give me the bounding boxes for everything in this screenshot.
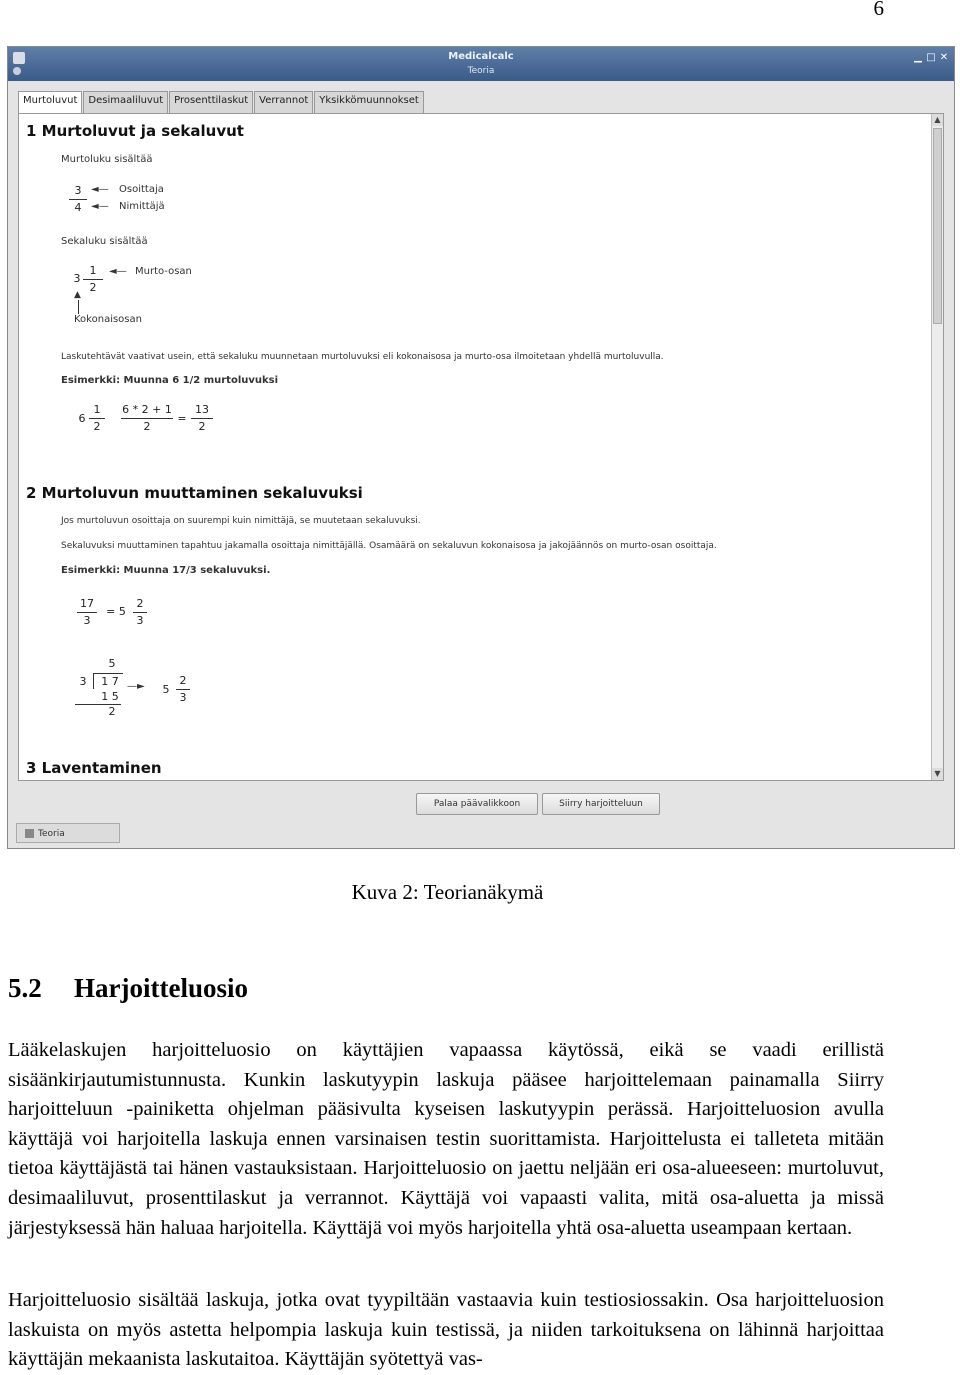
division-bracket-side [93, 673, 94, 689]
arrow-left-icon: ◄— [91, 184, 109, 195]
res-numerator: 2 [179, 674, 187, 687]
arrow-left-icon: ◄— [109, 266, 127, 277]
ex-equals: = 5 [106, 605, 126, 618]
button-bar [18, 787, 944, 823]
label-nimittaja: Nimittäjä [119, 201, 165, 212]
frac-numerator: 3 [74, 184, 82, 197]
fraction-line [83, 279, 103, 280]
fraction-line [176, 689, 190, 690]
taskbar-label: Teoria [38, 829, 65, 839]
res-whole: 5 [162, 683, 170, 696]
tab-yksikkomuunnokset[interactable]: Yksikkömuunnokset [314, 91, 424, 113]
arrow-up-line [78, 300, 79, 314]
arrow-left-icon: ◄— [91, 201, 109, 212]
frac-denominator: 4 [74, 201, 82, 214]
mixed-numerator: 1 [89, 264, 97, 277]
section-heading [8, 973, 248, 1004]
section-number: 5.2 [8, 973, 42, 1003]
section3-title: 3 Laventaminen [26, 759, 162, 777]
taskbar-item[interactable] [16, 823, 120, 843]
app-screenshot [7, 46, 955, 849]
div-subtract: 1 5 [101, 690, 119, 703]
close-icon[interactable]: ✕ [939, 52, 949, 63]
section1-note: Laskutehtävät vaativat usein, että sekaluku muunnetaan murtoluvuksi eli kokonaisosa ja murto-osa ilmoitetaan yhdellä murtoluvulla. [61, 352, 664, 362]
maximize-icon[interactable]: □ [926, 52, 936, 63]
section1-sub1: Murtoluku sisältää [61, 154, 153, 165]
calc-n1: 1 [93, 403, 101, 416]
section1-title: 1 Murtoluvut ja sekaluvut [26, 122, 244, 140]
window-title: Medicalcalc [448, 51, 514, 62]
tab-murtoluvut[interactable]: Murtoluvut [18, 91, 82, 113]
tab-desimaaliluvut[interactable]: Desimaaliluvut [83, 91, 168, 113]
label-murto-osa: Murto-osan [135, 266, 192, 277]
calc-d2: 2 [143, 420, 151, 433]
ex-numerator: 17 [80, 597, 94, 610]
page-number: 6 [873, 0, 884, 20]
section2-line1: Jos murtoluvun osoittaja on suurempi kuin nimittäjä, se muutetaan sekaluvuksi. [61, 516, 421, 526]
scroll-up-icon[interactable]: ▲ [932, 114, 943, 126]
window-subtitle: Teoria [467, 66, 495, 76]
vertical-scrollbar[interactable] [931, 114, 943, 780]
calc-eq2: = [177, 412, 187, 425]
paragraph-2: Harjoitteluosio sisältää laskuja, jotka ovat tyypiltään vastaavia kuin testiosiossakin. Osa harjoitteluosion laskuista on myös astetta helpompia laskuja kuin testissä, ja niiden tarkoituksena on lähinnä harjoittaa käyttäjän mekaanista laskutaitoa. Käyttäjän syötettyä vas- [8, 1289, 884, 1371]
section2-title: 2 Murtoluvun muuttaminen sekaluvuksi [26, 484, 363, 502]
fraction-line [77, 612, 97, 613]
div-divisor: 3 [79, 675, 87, 688]
fraction-line [133, 612, 147, 613]
fraction-line [121, 418, 173, 419]
arrow-up-icon: ▲ [74, 290, 81, 300]
div-quotient: 5 [108, 657, 116, 670]
calc-n3: 13 [195, 403, 209, 416]
scroll-down-icon[interactable]: ▼ [932, 768, 943, 780]
ex-rem-numerator: 2 [136, 597, 144, 610]
tab-prosenttilaskut[interactable]: Prosenttilaskut [169, 91, 253, 113]
section-title: Harjoitteluosio [74, 973, 248, 1003]
section2-example: Esimerkki: Muunna 17/3 sekaluvuksi. [61, 565, 271, 576]
fraction-line [69, 199, 87, 200]
window-icon [25, 829, 34, 838]
figure-caption: Kuva 2: Teorianäkymä [351, 880, 544, 904]
fraction-line [191, 418, 213, 419]
arrow-right-icon: —► [127, 681, 145, 692]
minimize-icon[interactable]: ▁ [914, 52, 922, 63]
calc-n2: 6 * 2 + 1 [122, 403, 172, 416]
label-kokonaisosa: Kokonaisosan [74, 314, 142, 325]
div-dividend: 1 7 [101, 675, 119, 688]
div-remainder: 2 [108, 705, 116, 718]
section1-example: Esimerkki: Muunna 6 1/2 murtoluvuksi [61, 375, 279, 386]
calc-d3: 2 [198, 420, 206, 433]
section1-sub2: Sekaluku sisältää [61, 236, 148, 247]
ex-denominator: 3 [83, 614, 91, 627]
label-osoittaja: Osoittaja [119, 184, 164, 195]
division-bracket-top [93, 673, 123, 674]
ex-rem-denominator: 3 [136, 614, 144, 627]
theory-content-panel [18, 113, 944, 781]
mixed-denominator: 2 [89, 281, 97, 294]
back-to-menu-button[interactable]: Palaa päävalikkoon [416, 793, 538, 815]
tab-bar [18, 91, 425, 113]
window-titlebar [8, 47, 954, 81]
tab-verrannot[interactable]: Verrannot [254, 91, 313, 113]
calc-d1: 2 [93, 420, 101, 433]
go-to-practice-button[interactable]: Siirry harjoitteluun [542, 793, 660, 815]
mixed-whole: 3 [73, 272, 81, 285]
paragraph-1: Lääkelaskujen harjoitteluosio on käyttäjien vapaassa käytössä, eikä se vaadi erillistä sisäänkirjautumistunnusta. Kunkin laskutyypin laskuja pääsee harjoittelemaan painamalla Siirry harjoitteluun -painiketta ohjelman pääsivulta kyseisen laskutyypin perässä. Harjoitteluosion avulla käyttäjä voi harjoitella laskuja ennen varsinaisen testin suorittamista. Harjoittelusta ei talleteta mitään tietoa käyttäjästä tai hänen vastauksistaan. Harjoitteluosio on jaettu neljään eri osa-alueeseen: murtoluvut, desimaaliluvut, prosenttilaskut ja verrannot. Käyttäjä voi vapaasti valita, mitä osa-aluetta ja missä järjestyksessä hän haluaa harjoitella. Käyttäjä voi myös harjoitella yhtä osa-aluetta useampaan kertaan. [8, 1039, 884, 1239]
calc-whole: 6 [78, 412, 86, 425]
scroll-thumb[interactable] [933, 128, 942, 324]
section2-line2: Sekaluvuksi muuttaminen tapahtuu jakamalla osoittaja nimittäjällä. Osamäärä on sekaluvun kokonaisosa ja jakojäännös on murto-osan osoittaja. [61, 541, 717, 551]
fraction-line [89, 418, 105, 419]
res-denominator: 3 [179, 691, 187, 704]
